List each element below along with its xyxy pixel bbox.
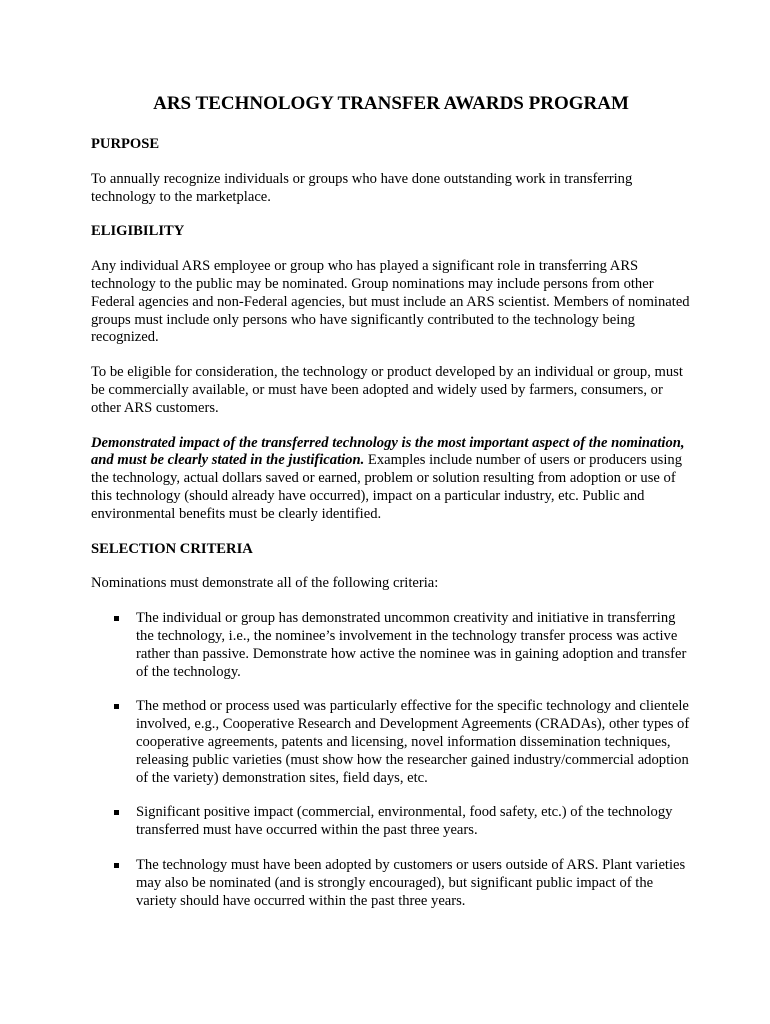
list-item [91, 857, 691, 910]
list-item [91, 610, 691, 681]
eligibility-paragraph-3 [91, 435, 691, 524]
criteria-list [91, 610, 691, 910]
eligibility-paragraph-1: Any individual ARS employee or group who has played a significant role in transferring ARS technology to the public may be nominated. Group nominations may include persons from other Federal agencies and non-Federal agencies, but must include an ARS scientist. Members of nominated groups must include only persons who have significantly contributed to the technology being recognized. [91, 258, 690, 346]
list-item [91, 804, 691, 840]
criteria-text: Significant positive impact (commercial, environmental, food safety, etc.) of the technology transferred must have occurred within the past three years. [136, 804, 673, 839]
square-bullet-icon [114, 810, 119, 815]
impact-emphasis: Demonstrated impact of the transferred technology is the most important aspect of the nomination, and must be clearly stated in the justification. [91, 434, 685, 469]
document-page [91, 92, 691, 927]
eligibility-heading: ELIGIBILITY [91, 223, 185, 240]
selection-criteria-heading: SELECTION CRITERIA [91, 540, 253, 557]
purpose-text: To annually recognize individuals or groups who have done outstanding work in transferring technology to the marketplace. [91, 170, 633, 205]
purpose-heading: PURPOSE [91, 136, 160, 152]
square-bullet-icon [114, 704, 119, 709]
criteria-text: The technology must have been adopted by customers or users outside of ARS. Plant varieties may also be nominated (and is strongly encouraged), but significant public impact of the variety should have occurred within the past three years. [136, 856, 686, 909]
square-bullet-icon [114, 863, 119, 868]
criteria-text: The method or process used was particularly effective for the specific technology and clientele involved, e.g., Cooperative Research and Development Agreements (CRADAs), other types of cooperative agreements, patents and licensing, novel information dissemination techniques, releasing public varieties (must show how the researcher gained industry/commercial adoption of the variety) demonstration sites, field days, etc. [136, 698, 690, 786]
criteria-text: The individual or group has demonstrated uncommon creativity and initiative in transferring the technology, i.e., the nominee’s involvement in the technology transfer process was active rather than passive. Demonstrate how active the nominee was in gaining adoption and transfer of the technology. [136, 610, 687, 680]
eligibility-paragraph-2: To be eligible for consideration, the technology or product developed by an individual or group, must be commercially available, or must have been adopted and widely used by farmers, consumers, or other ARS customers. [91, 364, 683, 416]
list-item [91, 698, 691, 787]
selection-criteria-intro: Nominations must demonstrate all of the following criteria: [91, 575, 439, 592]
impact-examples: Examples include number of users or producers using the technology, actual dollars saved or earned, problem or solution resulting from adoption or use of this technology (should already have occurred), impact on a particular industry, etc. Public and environmental benefits must be clearly identified. [91, 452, 682, 522]
document-title: ARS TECHNOLOGY TRANSFER AWARDS PROGRAM [153, 93, 629, 114]
square-bullet-icon [114, 616, 119, 621]
